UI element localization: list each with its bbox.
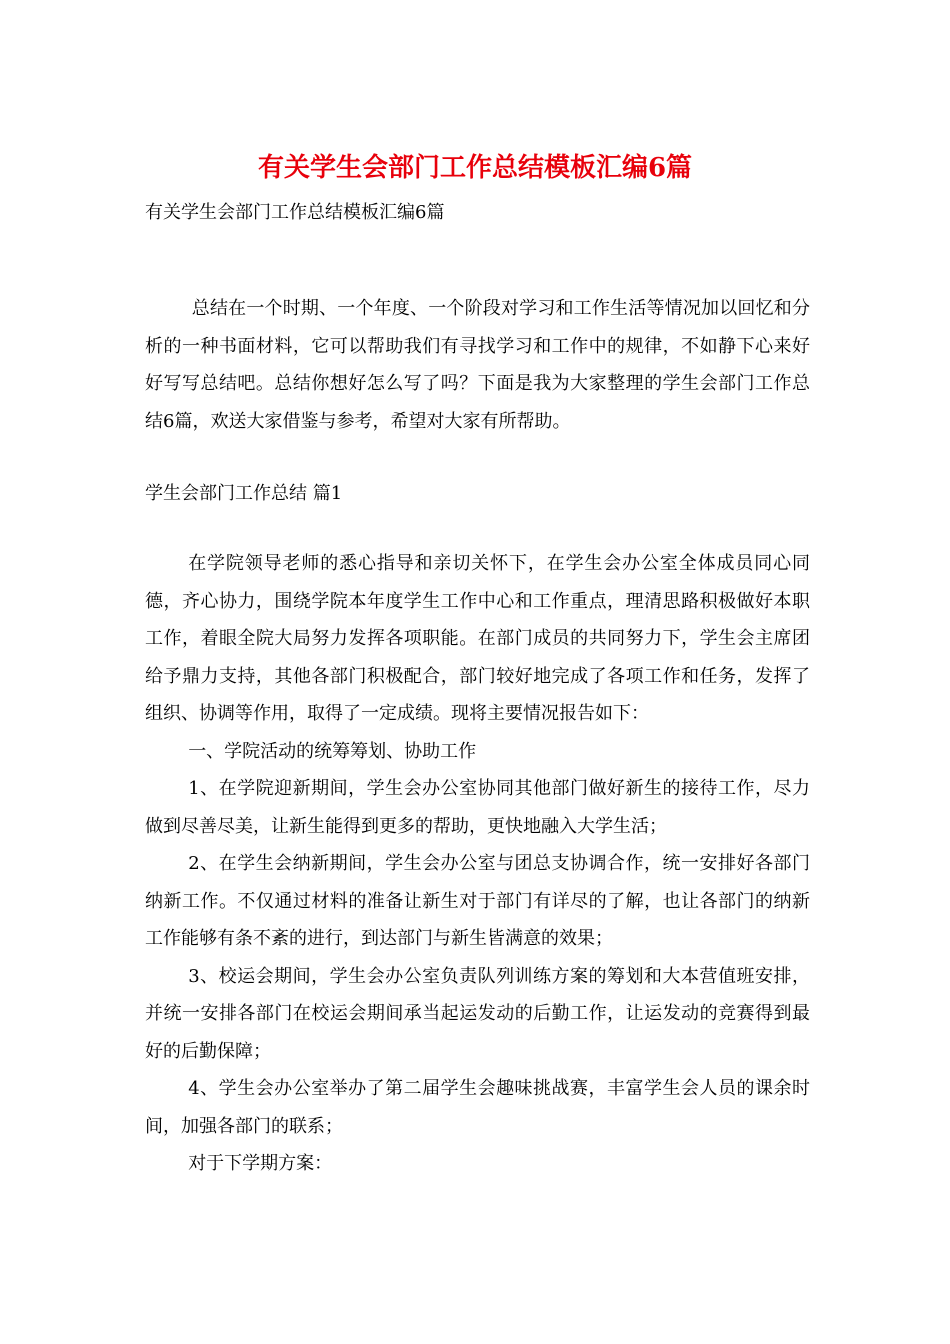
section-heading: 学生会部门工作总结 篇1 — [145, 483, 343, 504]
body-paragraph: 4、学生会办公室举办了第二届学生会趣味挑战赛，丰富学生会人员的课余时间，加强各部门的联系； — [145, 1078, 810, 1137]
body-paragraph: 3、校运会期间，学生会办公室负责队列训练方案的筹划和大本营值班安排，并统一安排各部门在校运会期间承当起运发动的后勤工作，让运发动的竞赛得到最好的后勤保障； — [145, 965, 810, 1062]
intro-paragraph: 总结在一个时期、一个年度、一个阶段对学习和工作生活等情况加以回忆和分析的一种书面材料，它可以帮助我们有寻找学习和工作中的规律，不如静下心来好好写写总结吧。总结你想好怎么写了吗？下面是我为大家整理的学生会部门工作总结6篇，欢送大家借鉴与参考，希望对大家有所帮助。 — [145, 298, 810, 432]
section-body — [145, 545, 810, 1183]
document-subtitle: 有关学生会部门工作总结模板汇编6篇 — [145, 202, 445, 223]
body-paragraph: 2、在学生会纳新期间，学生会办公室与团总支协调合作，统一安排好各部门纳新工作。不仅通过材料的准备让新生对于部门有详尽的了解，也让各部门的纳新工作能够有条不紊的进行，到达部门与新生皆满意的效果； — [145, 853, 810, 949]
body-paragraph: 在学院领导老师的悉心指导和亲切关怀下，在学生会办公室全体成员同心同德，齐心协力，围绕学院本年度学生工作中心和工作重点，理清思路积极做好本职工作，着眼全院大局努力发挥各项职能。在部门成员的共同努力下，学生会主席团给予鼎力支持，其他各部门积极配合，部门较好地完成了各项工作和任务，发挥了组织、协调等作用，取得了一定成绩。现将主要情况报告如下： — [145, 553, 810, 724]
body-paragraph: 1、在学院迎新期间，学生会办公室协同其他部门做好新生的接待工作，尽力做到尽善尽美，让新生能得到更多的帮助，更快地融入大学生活； — [145, 778, 810, 837]
body-paragraph: 一、学院活动的统筹筹划、协助工作 — [188, 740, 477, 762]
document-title: 有关学生会部门工作总结模板汇编6篇 — [257, 153, 693, 183]
body-paragraph: 对于下学期方案： — [188, 1153, 333, 1174]
